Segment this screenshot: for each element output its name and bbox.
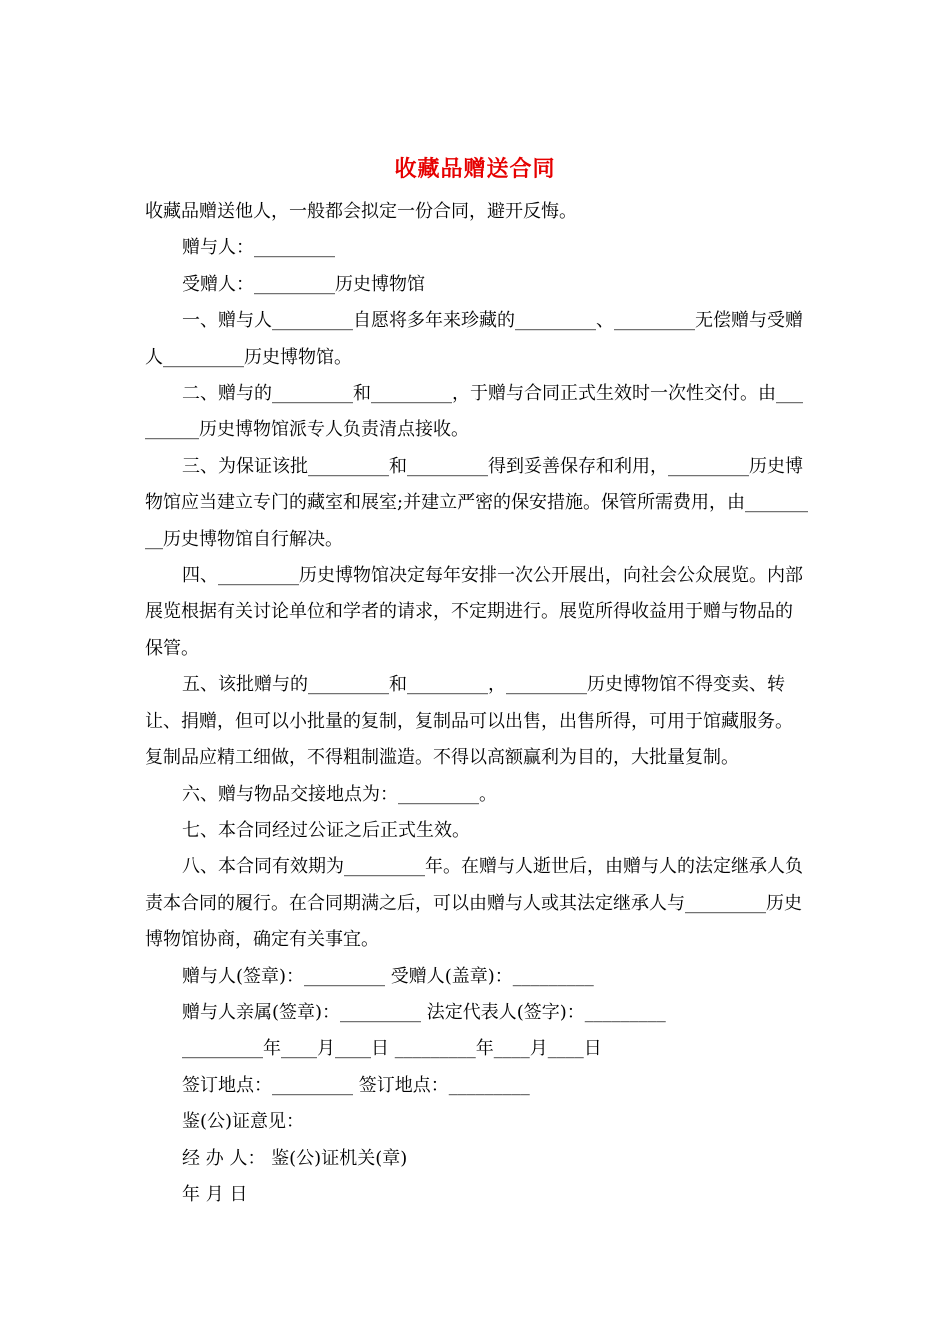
signature-line-2: 赠与人亲属(签章)：_________ 法定代表人(签字)：_________ [182,1001,666,1023]
document-title: 收藏品赠送合同 [394,156,556,182]
recipient-line: 受赠人：_________历史博物馆 [182,273,425,295]
clause-4: 四、_________历史博物馆决定每年安排一次公开展出，向社会公众展览。内部展览根据有关讨论单位和学者的请求，不定期进行。展览所得收益用于赠与物品的保管。 [145,565,803,659]
final-date-line: 年 月 日 [182,1183,248,1205]
signature-line-1: 赠与人(签章)：_________ 受赠人(盖章)：_________ [182,965,594,987]
notary-opinion-line: 鉴(公)证意见： [182,1111,305,1133]
clause-1: 一、赠与人_________自愿将多年来珍藏的_________、_________无偿赠与受赠人_________历史博物馆。 [145,310,803,368]
donor-line: 赠与人：_________ [182,237,335,259]
clause-2: 二、赠与的_________和_________，于赠与合同正式生效时一次性交付。由_________历史博物馆派专人负责清点接收。 [145,383,803,441]
clause-8: 八、本合同有效期为_________年。在赠与人逝世后，由赠与人的法定继承人负责本合同的履行。在合同期满之后，可以由赠与人或其法定继承人与_________历史博物馆协商，确定有关事宜。 [145,856,803,951]
clause-6: 六、赠与物品交接地点为：_________。 [182,783,497,805]
date-line: _________年____月____日 _________年____月____日 [182,1038,602,1060]
intro-paragraph: 收藏品赠送他人，一般都会拟定一份合同，避开反悔。 [145,201,577,222]
clause-3: 三、为保证该批_________和_________得到妥善保存和利用，_________历史博物馆应当建立专门的藏室和展室;并建立严密的保安措施。保管所需费用，由_________历史博物馆自行解决。 [145,455,809,550]
clause-5: 五、该批赠与的_________和_________，_________历史博物馆不得变卖、转让、捐赠，但可以小批量的复制，复制品可以出售，出售所得，可用于馆藏服务。复制品应精工细做，不得粗制滥造。不得以高额赢利为目的，大批量复制。 [145,674,793,769]
handler-line: 经 办 人： 鉴(公)证机关(章) [182,1147,408,1169]
document-body [145,194,810,1213]
signing-place-line: 签订地点：_________ 签订地点：_________ [182,1074,530,1096]
clause-7: 七、本合同经过公证之后正式生效。 [182,819,470,841]
